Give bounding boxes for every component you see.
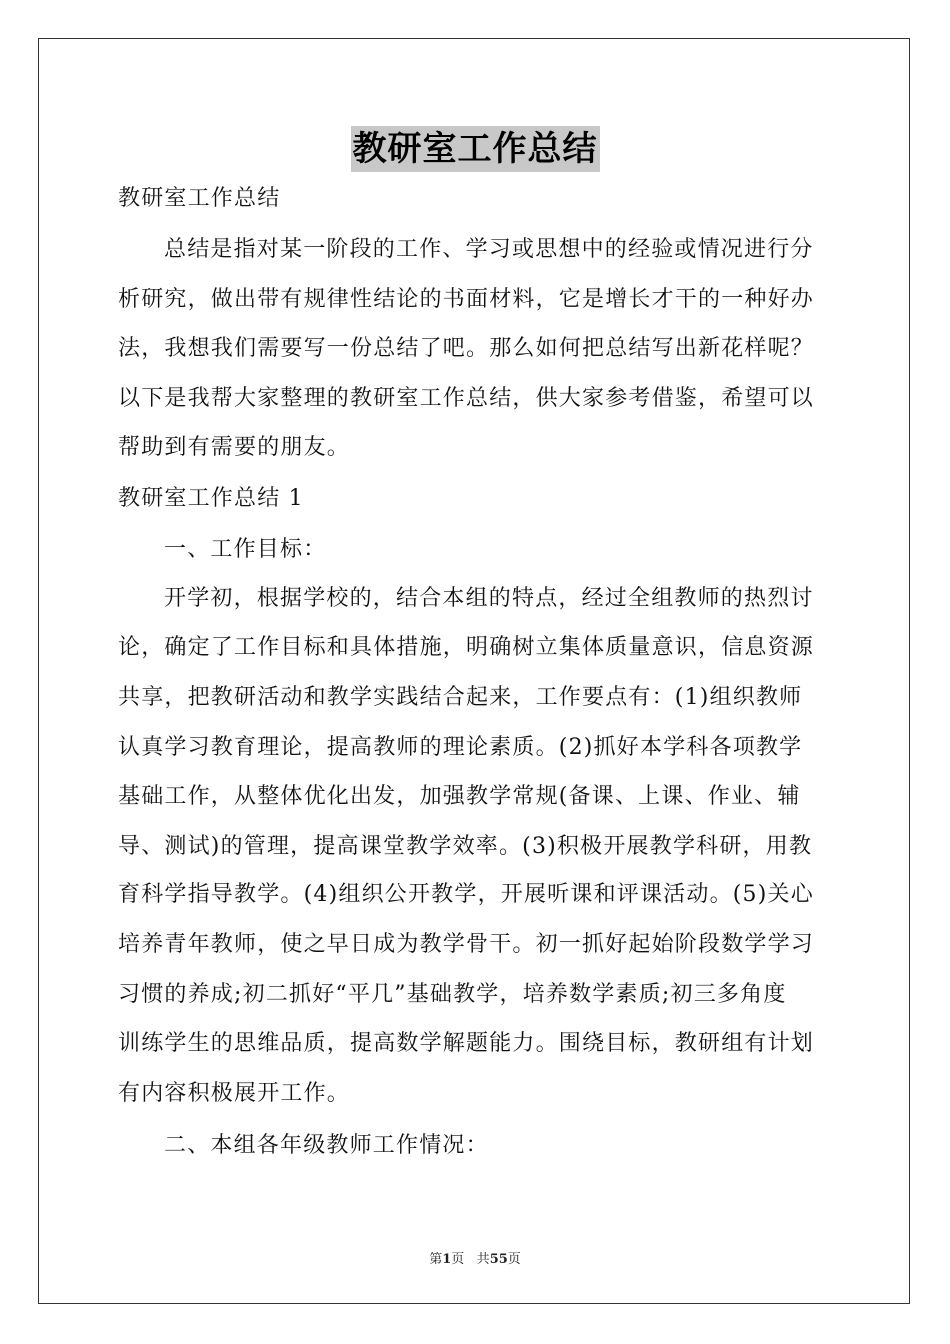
paragraph-line: 有内容积极展开工作。 [118,1081,351,1106]
subsection-heading: 二、本组各年级教师工作情况： [164,1133,489,1158]
paragraph-line: 习惯的养成;初二抓好“平几”基础教学，培养数学素质;初三多角度 [118,982,787,1007]
total-suffix: 页 [507,1252,521,1267]
paragraph-line: 以下是我帮大家整理的教研室工作总结，供大家参考借鉴，希望可以 [118,386,815,411]
total-prefix: 共 [476,1252,490,1267]
paragraph-line: 认真学习教育理论，提高教师的理论素质。(2)抓好本学科各项教学 [118,735,803,760]
paragraph-line: 训练学生的思维品质，提高数学解题能力。围绕目标，教研组有计划 [118,1031,815,1056]
section-heading: 教研室工作总结 1 [118,486,304,511]
page-border [38,38,910,1304]
subtitle-line: 教研室工作总结 [118,186,281,211]
paragraph-line: 总结是指对某一阶段的工作、学习或思想中的经验或情况进行分 [164,237,814,262]
paragraph-line: 基础工作，从整体优化出发，加强教学常规(备课、上课、作业、辅 [118,784,801,809]
subsection-heading: 一、工作目标： [164,537,327,562]
total-pages: 55 [489,1252,508,1267]
document-title: 教研室工作总结 [351,126,600,172]
page-prefix: 第 [429,1252,443,1267]
paragraph-line: 论，确定了工作目标和具体措施，明确树立集体质量意识，信息资源 [118,635,815,660]
page-suffix: 页 [451,1252,465,1267]
page-footer [0,1248,950,1267]
paragraph-line: 析研究，做出带有规律性结论的书面材料，它是增长才干的一种好办 [118,287,815,312]
paragraph-line: 导、测试)的管理，提高课堂教学效率。(3)积极开展教学科研，用教 [118,834,813,859]
paragraph-line: 开学初，根据学校的，结合本组的特点，经过全组教师的热烈讨 [164,586,814,611]
paragraph-line: 共享，把教研活动和教学实践结合起来，工作要点有：(1)组织教师 [118,685,803,710]
page-number: 1 [442,1252,452,1267]
paragraph-line: 培养青年教师，使之早日成为教学骨干。初一抓好起始阶段数学学习 [118,932,815,957]
title-container [0,126,950,172]
paragraph-line: 法，我想我们需要写一份总结了吧。那么如何把总结写出新花样呢？ [118,336,815,361]
paragraph-line: 育科学指导教学。(4)组织公开教学，开展听课和评课活动。(5)关心 [118,882,814,907]
paragraph-line: 帮助到有需要的朋友。 [118,435,351,460]
